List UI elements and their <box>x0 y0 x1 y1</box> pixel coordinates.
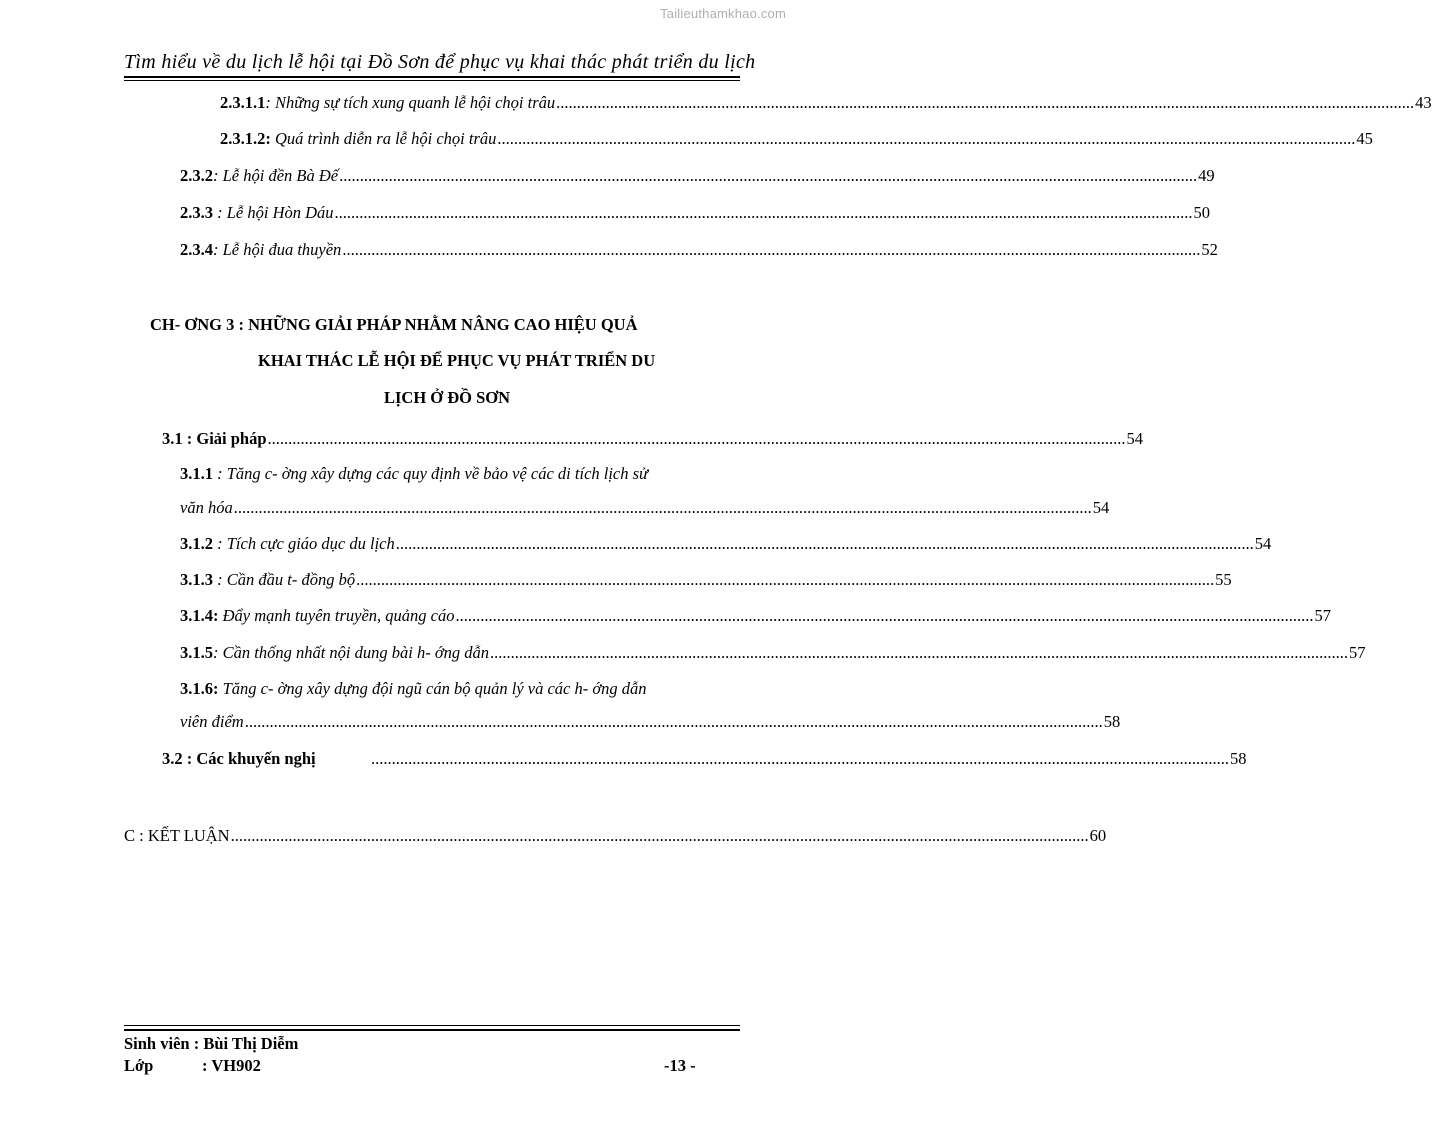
toc-page: 57 <box>1349 643 1366 662</box>
toc-title: Quá trình diễn ra lễ hội chọi trâu <box>270 129 497 148</box>
footer-rule-thick <box>124 1029 740 1031</box>
toc-entry-3-1-4 <box>180 605 1331 627</box>
toc-title: : Tích cực giáo dục du lịch <box>213 534 395 553</box>
toc-page: 54 <box>1092 498 1110 517</box>
toc-entry-2-3-1-2 <box>220 128 1373 150</box>
toc-entry-2-3-3 <box>180 202 1211 224</box>
toc-number: 3.1.4: <box>180 606 219 625</box>
header-rule-thick <box>124 76 740 78</box>
leader-dots <box>268 428 1126 450</box>
toc-entry-2-3-2 <box>180 165 1215 187</box>
toc-number: 2.3.3 <box>180 203 213 222</box>
toc-section-label: 3.2 : Các khuyến nghị <box>162 749 316 768</box>
leader-dots <box>245 711 1103 733</box>
toc-page: 52 <box>1201 240 1218 259</box>
toc-page: 49 <box>1198 166 1215 185</box>
leader-dots <box>490 642 1348 664</box>
toc-page: 60 <box>1089 826 1107 845</box>
toc-title: Tăng c- ờng xây dựng đội ngũ cán bộ quản lý và các h- ớng dẫn <box>218 679 647 698</box>
toc-entry-3-1-3 <box>180 569 1232 591</box>
toc-title: : Tăng c- ờng xây dựng các quy định về bảo vệ các di tích lịch sử <box>213 464 649 483</box>
footer-rule-thin <box>124 1025 740 1026</box>
toc-entry-3-1-1-line-2 <box>180 497 1110 519</box>
toc-number: 2.3.1.1 <box>220 93 266 112</box>
toc-page: 58 <box>1230 749 1247 768</box>
toc-title: : Những sự tích xung quanh lễ hội chọi trâu <box>265 93 556 112</box>
toc-title: văn hóa <box>180 498 233 517</box>
toc-page: 55 <box>1215 570 1232 589</box>
toc-page: 50 <box>1193 203 1211 222</box>
footer-class-label: Lớp <box>124 1056 154 1075</box>
leader-dots <box>339 165 1197 187</box>
toc-entry-2-3-4 <box>180 239 1218 261</box>
toc-number: 3.1.1 <box>180 464 213 483</box>
leader-dots <box>234 497 1092 519</box>
toc-page: 45 <box>1356 129 1373 148</box>
leader-dots <box>556 92 1414 114</box>
leader-dots <box>335 202 1193 224</box>
toc-number: 3.1.6: <box>180 679 219 698</box>
toc-number: 2.3.4 <box>180 240 213 259</box>
toc-entry-3-1-6-line-2 <box>180 711 1121 733</box>
toc-title: : Cần đầu t- đồng bộ <box>213 570 356 589</box>
toc-page: 43 <box>1415 93 1432 112</box>
toc-page: 54 <box>1254 534 1272 553</box>
chapter-3-heading-line-2: KHAI THÁC LỄ HỘI ĐỂ PHỤC VỤ PHÁT TRIỂN DU <box>258 351 656 370</box>
leader-dots <box>497 128 1355 150</box>
toc-entry-3-1-2 <box>180 533 1272 555</box>
leader-dots <box>356 569 1214 591</box>
toc-entry-2-3-1-1 <box>220 92 1432 114</box>
footer-student: Sinh viên : Bùi Thị Diễm <box>124 1034 299 1053</box>
chapter-3-heading-line-1: CH- ƠNG 3 : NHỮNG GIẢI PHÁP NHẰM NÂNG CAO HIỆU QUẢ <box>150 315 638 334</box>
toc-title: Đẩy mạnh tuyên truyền, quảng cáo <box>218 606 455 625</box>
chapter-3-heading-line-3: LỊCH Ở ĐỒ SƠN <box>384 388 511 407</box>
leader-dots <box>231 825 1089 847</box>
toc-section-label: 3.1 : Giải pháp <box>162 429 267 448</box>
toc-page: 58 <box>1103 712 1121 731</box>
toc-section-3-2 <box>162 748 1247 770</box>
toc-number: 2.3.2 <box>180 166 213 185</box>
watermark: Tailieuthamkhao.com <box>660 6 786 21</box>
toc-entry-3-1-1-line-1 <box>180 463 720 485</box>
toc-conclusion-label: C : KẾT LUẬN <box>124 826 230 845</box>
footer-page-number: -13 - <box>664 1056 696 1075</box>
toc-number: 3.1.5 <box>180 643 213 662</box>
leader-dots <box>456 605 1314 627</box>
toc-title: : Lễ hội đua thuyền <box>213 240 342 259</box>
toc-number: 2.3.1.2: <box>220 129 271 148</box>
leader-dots <box>371 748 1229 770</box>
toc-page: 54 <box>1126 429 1144 448</box>
footer-class-value: : VH902 <box>202 1056 261 1075</box>
toc-entry-3-1-5 <box>180 642 1366 664</box>
toc-title: viên điểm <box>180 712 244 731</box>
toc-page: 57 <box>1314 606 1331 625</box>
header-rule-thin <box>124 80 740 81</box>
leader-dots <box>342 239 1200 261</box>
toc-entry-3-1-6-line-1 <box>180 678 710 700</box>
toc-number: 3.1.2 <box>180 534 213 553</box>
toc-title: : Cần thống nhất nội dung bài h- ớng dẫn <box>213 643 490 662</box>
toc-title: : Lễ hội đền Bà Đế <box>213 166 339 185</box>
toc-section-3-1 <box>162 428 1144 450</box>
toc-conclusion <box>124 825 1107 847</box>
toc-number: 3.1.3 <box>180 570 213 589</box>
toc-title: : Lễ hội Hòn Dáu <box>213 203 334 222</box>
leader-dots <box>396 533 1254 555</box>
running-header: Tìm hiểu về du lịch lễ hội tại Đồ Sơn để phục vụ khai thác phát triển du lịch <box>124 51 756 73</box>
